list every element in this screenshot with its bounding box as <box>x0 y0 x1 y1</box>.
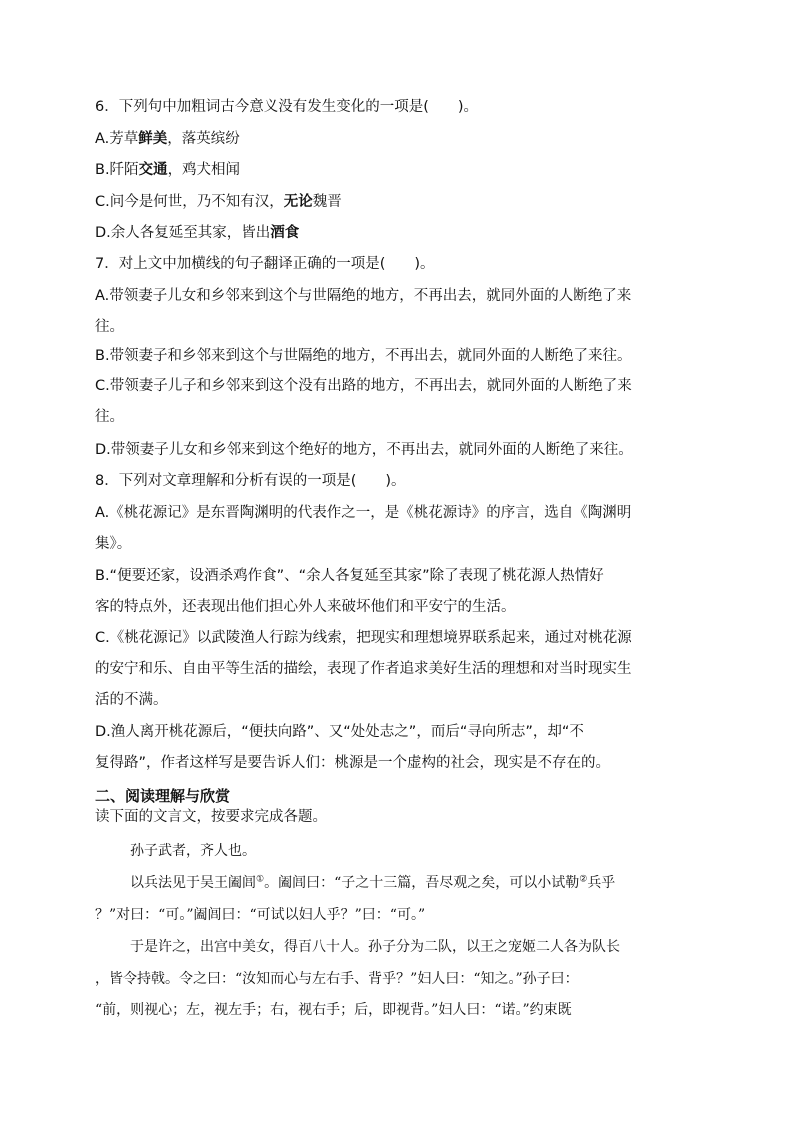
question-6-option-c: C.问今是何世，乃不知有汉，无论魏晋 <box>95 194 342 210</box>
question-7-option-d: D.带领妻子儿女和乡邻来到这个绝好的地方，不再出去，就同外面的人断绝了来往。 <box>95 442 633 458</box>
question-6-option-b: B.阡陌交通，鸡犬相闻 <box>95 162 241 178</box>
footnote-marker: ① <box>256 874 265 885</box>
passage-paragraph-3-cont1: ，皆令持戟。令之曰：“汝知而心与左右手、背乎？”妇人曰：“知之。”孙子曰： <box>95 971 579 987</box>
question-8-option-b: B.“便要还家，设酒杀鸡作食”、“余人各复延至其家”除了表现了桃花源人热情好 <box>95 568 604 584</box>
question-7-option-b: B.带领妻子和乡邻来到这个与世隔绝的地方，不再出去，就同外面的人断绝了来往。 <box>95 348 632 364</box>
section-heading: 二、阅读理解与欣赏 <box>95 787 231 805</box>
passage-paragraph-1: 孙子武者，齐人也。 <box>130 843 256 859</box>
question-7-option-c-cont: 往。 <box>95 409 124 425</box>
passage-paragraph-3: 于是许之，出宫中美女，得百八十人。孙子分为二队，以王之宠姬二人各为队长 <box>130 939 620 955</box>
question-8-option-b-cont: 客的特点外，还表现出他们担心外人来破坏他们和平安宁的生活。 <box>95 599 516 615</box>
section-instructions: 读下面的文言文，按要求完成各题。 <box>95 809 327 825</box>
question-8-option-d: D.渔人离开桃花源后，“便扶向路”、又“处处志之”，而后“寻向所志”，却“不 <box>95 724 584 740</box>
passage-paragraph-2: 以兵法见于吴王阖闾①。阖闾曰：“子之十三篇，吾尽观之矣，可以小试勒②兵乎 <box>130 874 616 891</box>
question-8-stem: 8．下列对文章理解和分析有误的一项是( )。 <box>95 473 406 489</box>
question-8-option-a: A.《桃花源记》是东晋陶渊明的代表作之一，是《桃花源诗》的序言，选自《陶渊明 <box>95 505 632 521</box>
passage-paragraph-3-cont2: “前，则视心；左，视左手；右，视右手；后，即视背。”妇人曰：“诺。”约束既 <box>95 1002 572 1018</box>
question-7-stem: 7．对上文中加横线的句子翻译正确的一项是( )。 <box>95 256 435 272</box>
question-7-option-c: C.带领妻子儿子和乡邻来到这个没有出路的地方，不再出去，就同外面的人断绝了来 <box>95 378 632 394</box>
question-7-option-a: A.带领妻子儿女和乡邻来到这个与世隔绝的地方，不再出去，就同外面的人断绝了来 <box>95 288 632 304</box>
footnote-marker: ② <box>579 874 588 885</box>
question-6-option-d: D.余人各复延至其家，皆出酒食 <box>95 225 300 241</box>
question-6-stem: 6．下列句中加粗词古今意义没有发生变化的一项是( )。 <box>95 99 479 115</box>
question-8-option-a-cont: 集》。 <box>95 536 132 552</box>
question-6-option-a: A.芳草鲜美，落英缤纷 <box>95 131 240 147</box>
question-8-option-c-cont1: 的安宁和乐、自由平等生活的描绘，表现了作者追求美好生活的理想和对当时现实生 <box>95 661 632 677</box>
passage-paragraph-2-cont: ？”对曰：“可。”阖闾曰：“可试以妇人乎？”曰：“可。” <box>95 907 426 923</box>
question-8-option-c: C.《桃花源记》以武陵渔人行踪为线索，把现实和理想境界联系起来，通过对桃花源 <box>95 630 632 646</box>
question-8-option-c-cont2: 活的不满。 <box>95 692 168 708</box>
question-7-option-a-cont: 往。 <box>95 319 124 335</box>
question-8-option-d-cont: 复得路”，作者这样写是要告诉人们：桃源是一个虚构的社会，现实是不存在的。 <box>95 755 611 771</box>
